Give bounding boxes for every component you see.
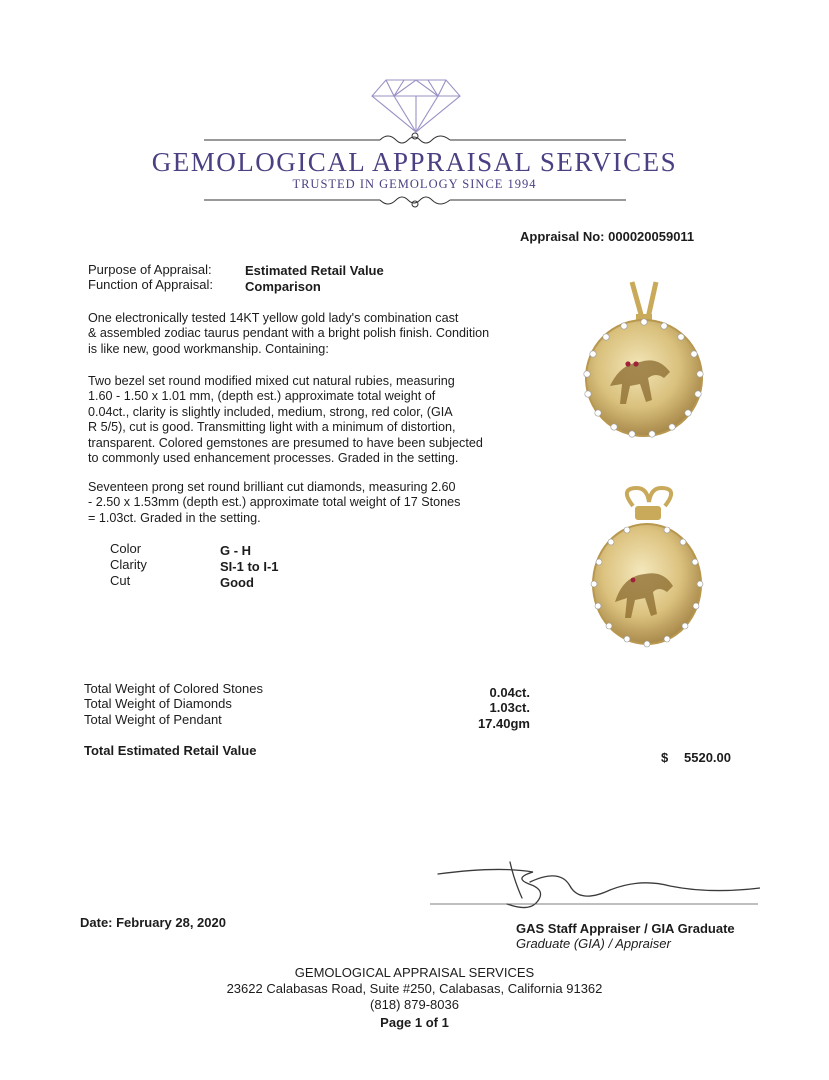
- top-ornament-divider: [200, 128, 630, 148]
- item-description: [88, 311, 528, 357]
- grade-label-clarity: Clarity: [110, 557, 147, 572]
- grade-label-color: Color: [110, 541, 142, 556]
- grade-label-cut: Cut: [110, 573, 131, 588]
- bottom-ornament-divider: [200, 192, 630, 212]
- description-line: & assembled zodiac taurus pendant with a bright polish finish. Condition: [88, 326, 490, 341]
- purpose-value: Estimated Retail Value: [245, 263, 384, 278]
- retail-value-label: Total Estimated Retail Value: [84, 743, 257, 758]
- pendant-photo-angled: [575, 484, 715, 649]
- diamond-description: [88, 480, 528, 526]
- total-value-diamonds: 1.03ct.: [489, 700, 530, 715]
- company-tagline: TRUSTED IN GEMOLOGY SINCE 1994: [292, 177, 537, 191]
- pendant-photo-front: [570, 278, 720, 438]
- appraiser-title: GAS Staff Appraiser / GIA Graduate: [516, 921, 735, 936]
- footer-phone: (818) 879-8036: [370, 997, 459, 1012]
- ruby-line: R 5/5), cut is good. Transmitting light with a minimum of distortion,: [88, 420, 456, 435]
- description-line: is like new, good workmanship. Containing:: [88, 341, 329, 356]
- company-name: GEMOLOGICAL APPRAISAL SERVICES: [151, 147, 678, 177]
- footer-company: GEMOLOGICAL APPRAISAL SERVICES: [294, 965, 535, 980]
- ruby-line: Two bezel set round modified mixed cut natural rubies, measuring: [88, 374, 455, 388]
- appraiser-signature: [430, 852, 760, 912]
- ruby-line: 0.04ct., clarity is slightly included, medium, strong, red color, (GIA: [88, 404, 453, 419]
- retail-value-amount: 5520.00: [684, 750, 731, 765]
- appraisal-date: Date: February 28, 2020: [80, 915, 226, 930]
- diamond-line: = 1.03ct. Graded in the setting.: [88, 510, 261, 525]
- total-label-diamonds: Total Weight of Diamonds: [84, 696, 232, 711]
- function-value: Comparison: [245, 279, 321, 294]
- grade-value-color: G - H: [220, 543, 252, 558]
- retail-value-currency: $: [661, 750, 669, 765]
- total-value-colored: 0.04ct.: [489, 685, 530, 700]
- description-line: One electronically tested 14KT yellow gold lady's combination cast: [88, 311, 459, 325]
- diamond-icon: [370, 78, 462, 134]
- appraisal-number: Appraisal No: 000020059011: [520, 229, 695, 244]
- ruby-line: to commonly used enhancement processes. Graded in the setting.: [88, 451, 459, 466]
- page-number: Page 1 of 1: [380, 1015, 449, 1030]
- footer-address: 23622 Calabasas Road, Suite #250, Calabasas, California 91362: [226, 981, 603, 996]
- total-value-pendant: 17.40gm: [477, 716, 530, 731]
- ruby-description: [88, 374, 528, 466]
- total-label-colored: Total Weight of Colored Stones: [84, 681, 263, 696]
- ruby-line: 1.60 - 1.50 x 1.01 mm, (depth est.) approximate total weight of: [88, 389, 436, 404]
- ruby-line: transparent. Colored gemstones are presumed to have been subjected: [88, 435, 483, 450]
- grade-value-clarity: SI-1 to I-1: [220, 559, 279, 574]
- grade-value-cut: Good: [220, 575, 254, 590]
- diamond-line: - 2.50 x 1.53mm (depth est.) approximate total weight of 17 Stones: [88, 495, 461, 510]
- purpose-label: Purpose of Appraisal:: [88, 262, 212, 277]
- appraiser-subtitle: Graduate (GIA) / Appraiser: [516, 936, 671, 951]
- diamond-line: Seventeen prong set round brilliant cut diamonds, measuring 2.60: [88, 480, 456, 494]
- total-label-pendant: Total Weight of Pendant: [84, 712, 222, 727]
- function-label: Function of Appraisal:: [88, 277, 214, 292]
